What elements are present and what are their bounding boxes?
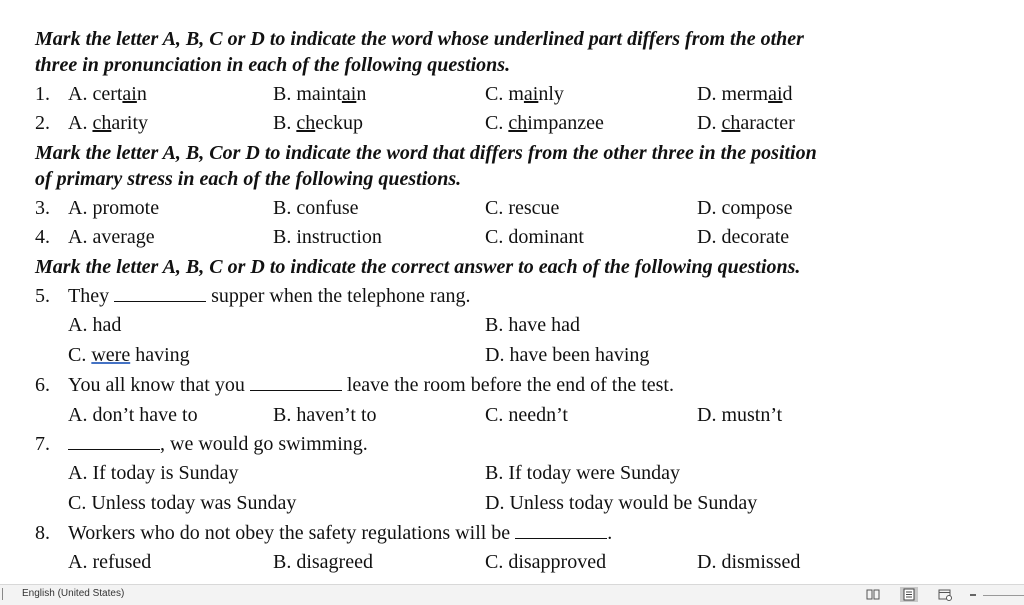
status-bar <box>0 584 1024 605</box>
option-b: B. haven’t to <box>273 404 377 426</box>
answer-blank <box>250 372 342 391</box>
instruction-stress-line2: of primary stress in each of the following questions. <box>35 168 462 190</box>
option-c: C. mainly <box>485 83 564 105</box>
option-c: C. rescue <box>485 197 560 219</box>
instruction-pronunciation-line1: Mark the letter A, B, C or D to indicate the word whose underlined part differs from the other <box>35 28 804 50</box>
option-c: C. needn’t <box>485 404 568 426</box>
question-stem: , we would go swimming. <box>68 430 368 459</box>
option-c: C. disapproved <box>485 551 607 573</box>
option-a: A. If today is Sunday <box>68 462 239 484</box>
instruction-pronunciation-line2: three in pronunciation in each of the following questions. <box>35 54 511 76</box>
question-3 <box>0 194 1024 223</box>
web-layout-icon[interactable] <box>936 587 954 602</box>
option-a: A. don’t have to <box>68 404 198 426</box>
question-number: 5. <box>35 285 50 307</box>
option-c: C. Unless today was Sunday <box>68 492 297 514</box>
option-b: B. instruction <box>273 226 382 248</box>
option-d: D. have been having <box>485 344 650 366</box>
option-d: D. character <box>697 112 795 134</box>
question-number: 6. <box>35 374 50 396</box>
option-b: B. confuse <box>273 197 359 219</box>
question-number: 1. <box>35 83 50 105</box>
language-indicator[interactable]: English (United States) <box>22 588 125 599</box>
option-d: D. dismissed <box>697 551 801 573</box>
option-b: B. have had <box>485 314 580 336</box>
option-c: C. chimpanzee <box>485 112 604 134</box>
option-d: D. mermaid <box>697 83 793 105</box>
option-a: A. promote <box>68 197 160 219</box>
question-number: 8. <box>35 522 50 544</box>
question-number: 3. <box>35 197 50 219</box>
answer-blank <box>515 520 607 539</box>
question-5-options-row2 <box>0 341 1024 370</box>
answer-blank <box>114 283 206 302</box>
question-7-options-row2 <box>0 489 1024 518</box>
question-8 <box>0 519 1024 548</box>
question-stem: You all know that you leave the room before the end of the test. <box>68 374 674 396</box>
status-edge-icon <box>2 588 9 600</box>
question-number: 2. <box>35 112 50 134</box>
option-a: A. certain <box>68 83 147 105</box>
question-2 <box>0 109 1024 138</box>
option-d: D. compose <box>697 197 793 219</box>
option-a: A. charity <box>68 112 148 134</box>
answer-blank <box>68 431 160 450</box>
option-b: B. If today were Sunday <box>485 462 680 484</box>
option-a: A. average <box>68 226 155 248</box>
question-4 <box>0 223 1024 252</box>
zoom-out-icon[interactable] <box>970 594 976 596</box>
option-d: D. Unless today would be Sunday <box>485 492 758 514</box>
question-6-options <box>0 401 1024 430</box>
question-5-options-row1 <box>0 311 1024 340</box>
question-1 <box>0 80 1024 109</box>
option-d: D. mustn’t <box>697 404 783 426</box>
question-7-options-row1 <box>0 459 1024 488</box>
option-b: B. checkup <box>273 112 363 134</box>
question-8-options <box>0 548 1024 577</box>
question-stem: Workers who do not obey the safety regulations will be . <box>68 522 613 544</box>
option-b: B. maintain <box>273 83 367 105</box>
question-number: 4. <box>35 226 50 248</box>
option-c: C. were having <box>68 344 190 366</box>
instruction-stress-line1: Mark the letter A, B, Cor D to indicate the word that differs from the other three in the position <box>35 142 817 164</box>
option-b: B. disagreed <box>273 551 373 573</box>
question-7 <box>0 430 1024 459</box>
option-c: C. dominant <box>485 226 584 248</box>
option-a: A. had <box>68 314 122 336</box>
zoom-slider[interactable] <box>983 595 1024 596</box>
spellcheck-flag[interactable]: were <box>91 344 131 366</box>
read-mode-icon[interactable] <box>864 587 882 602</box>
print-layout-icon[interactable] <box>900 587 918 602</box>
question-6 <box>0 371 1024 400</box>
option-a: A. refused <box>68 551 152 573</box>
instruction-correct-answer: Mark the letter A, B, C or D to indicate the correct answer to each of the following questions. <box>35 256 801 278</box>
option-d: D. decorate <box>697 226 790 248</box>
question-stem: They supper when the telephone rang. <box>68 285 471 307</box>
question-number: 7. <box>35 433 50 455</box>
question-5 <box>0 282 1024 311</box>
